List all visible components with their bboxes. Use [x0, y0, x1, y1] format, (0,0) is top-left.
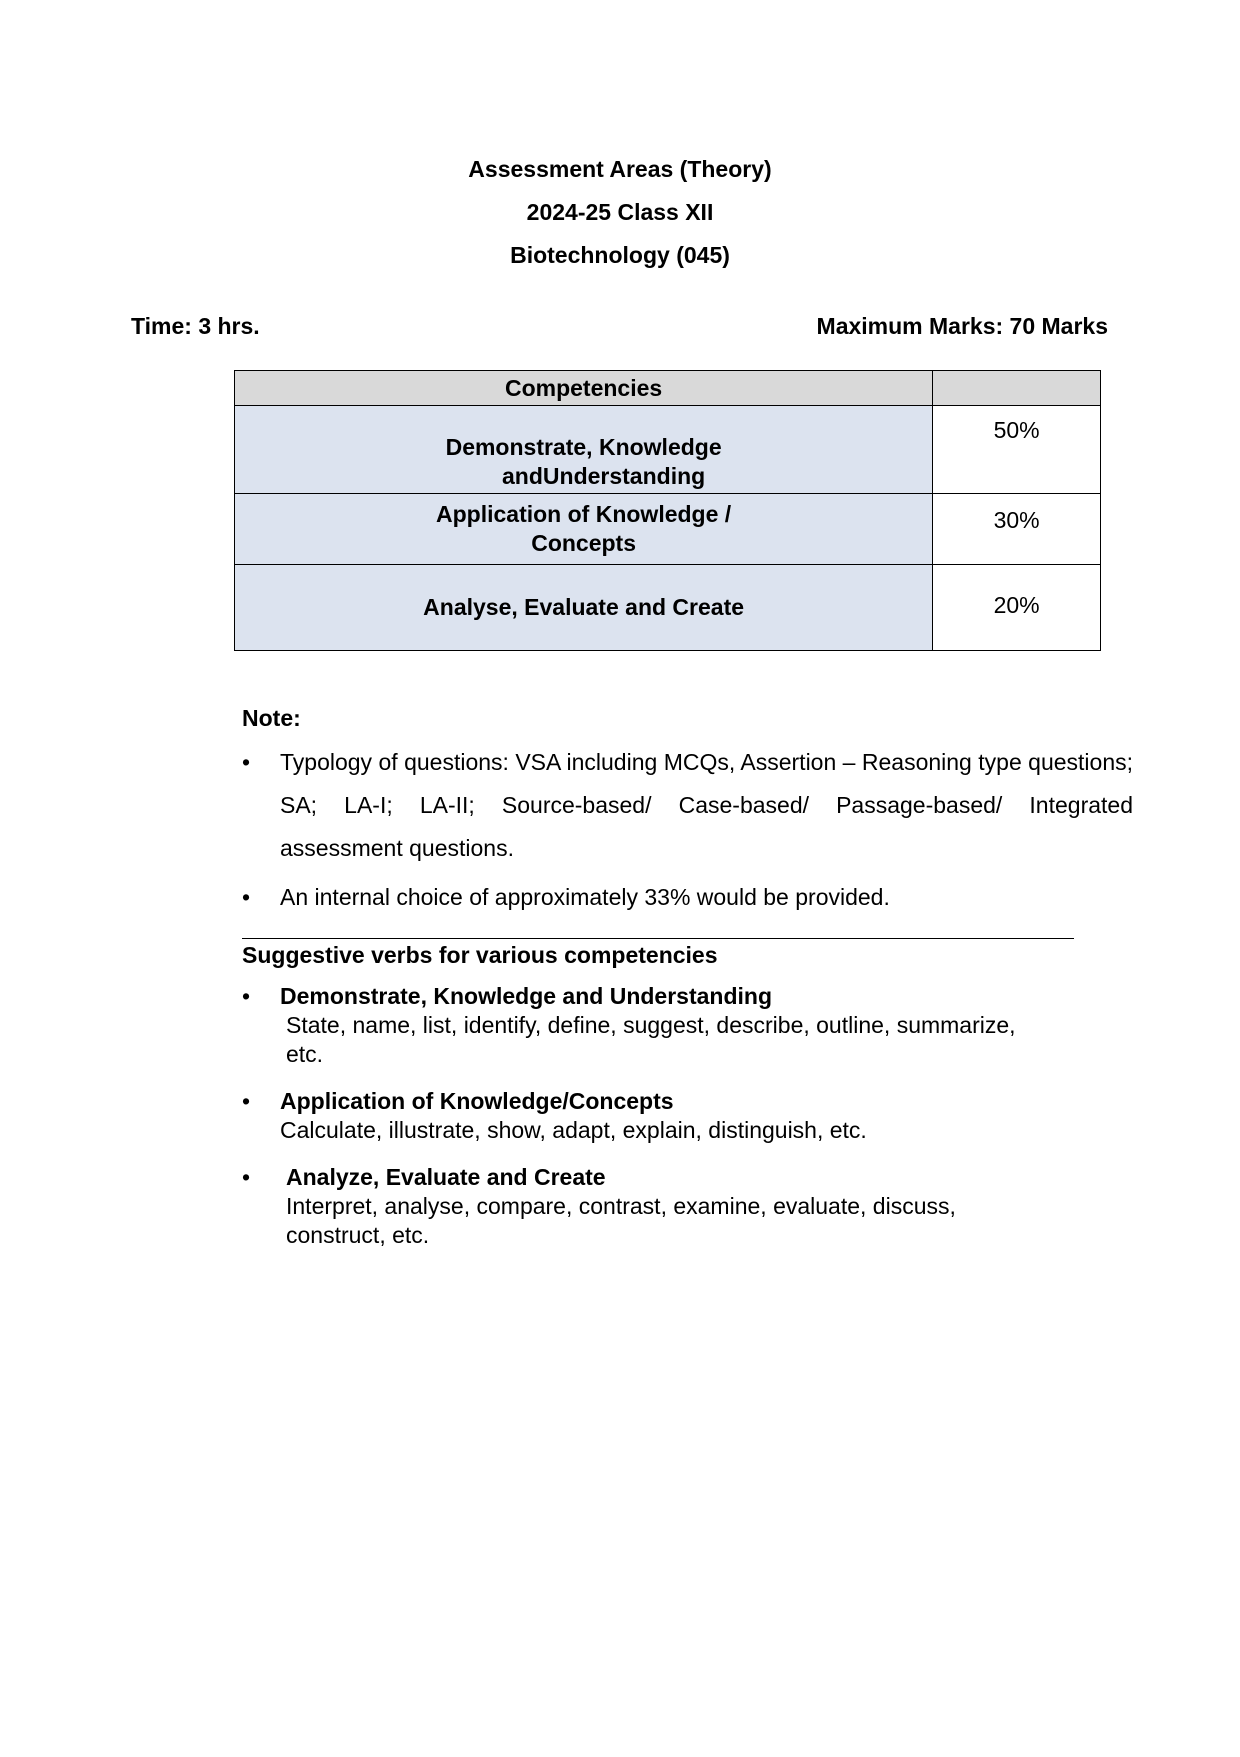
list-item	[242, 982, 1102, 1069]
weight-header	[933, 371, 1101, 406]
bullet-icon: •	[242, 1088, 251, 1114]
weight-cell: 20%	[933, 565, 1101, 651]
time-label: Time: 3 hrs.	[131, 313, 260, 339]
table-row	[235, 565, 1101, 651]
bullet-icon: •	[242, 884, 251, 910]
competency-cell	[235, 565, 933, 651]
competency-label-continued: andUnderstanding	[502, 463, 706, 489]
weight-cell: 30%	[933, 494, 1101, 565]
weight-cell: 50%	[933, 406, 1101, 494]
note-section	[242, 703, 1133, 912]
verb-list: Interpret, analyse, compare, contrast, examine, evaluate, discuss,	[286, 1193, 956, 1219]
competency-heading: Demonstrate, Knowledge and Understanding	[280, 983, 772, 1009]
list-item	[242, 882, 1102, 912]
verb-list: State, name, list, identify, define, suggest, describe, outline, summarize,	[286, 1012, 1016, 1038]
note-title: Note:	[242, 705, 301, 731]
competencies-header: Competencies	[235, 371, 933, 406]
list-item	[242, 741, 1133, 870]
verb-list-continued: construct, etc.	[286, 1222, 430, 1248]
document-title: Assessment Areas (Theory)	[468, 156, 772, 182]
bullet-icon: •	[242, 983, 251, 1009]
verb-list-continued: etc.	[286, 1041, 324, 1067]
list-item	[242, 1087, 1102, 1145]
competency-cell	[235, 406, 933, 494]
table-header-row	[235, 371, 1101, 406]
competency-table	[234, 370, 1101, 651]
document-subject-line: Biotechnology (045)	[510, 242, 730, 268]
suggestive-verbs-section	[242, 940, 1102, 1268]
table-row	[235, 494, 1101, 565]
note-text: An internal choice of approximately 33% would be provided.	[280, 884, 890, 910]
table-row	[235, 406, 1101, 494]
competency-label-continued: Concepts	[531, 530, 636, 556]
competency-heading: Application of Knowledge/Concepts	[280, 1088, 674, 1114]
competency-label: Analyse, Evaluate and Create	[423, 594, 745, 620]
suggestive-verbs-title: Suggestive verbs for various competencies	[242, 942, 718, 968]
bullet-icon: •	[242, 1164, 251, 1190]
bullet-icon: •	[242, 749, 251, 775]
competency-cell	[235, 494, 933, 565]
maximum-marks-label: Maximum Marks: 70 Marks	[816, 313, 1108, 339]
note-text: Typology of questions: VSA including MCQs, Assertion – Reasoning type questions; SA; LA-I; LA-II; Source-based/ Case-based/ Passage-based/ Integrated assessment questions.	[280, 749, 1133, 861]
verb-list: Calculate, illustrate, show, adapt, explain, distinguish, etc.	[280, 1117, 867, 1143]
competency-heading: Analyze, Evaluate and Create	[286, 1164, 606, 1190]
competency-label: Demonstrate, Knowledge	[445, 434, 722, 460]
section-divider	[242, 938, 1074, 939]
competency-label: Application of Knowledge /	[436, 501, 732, 527]
document-class-line: 2024-25 Class XII	[526, 199, 714, 225]
list-item	[242, 1163, 1102, 1250]
